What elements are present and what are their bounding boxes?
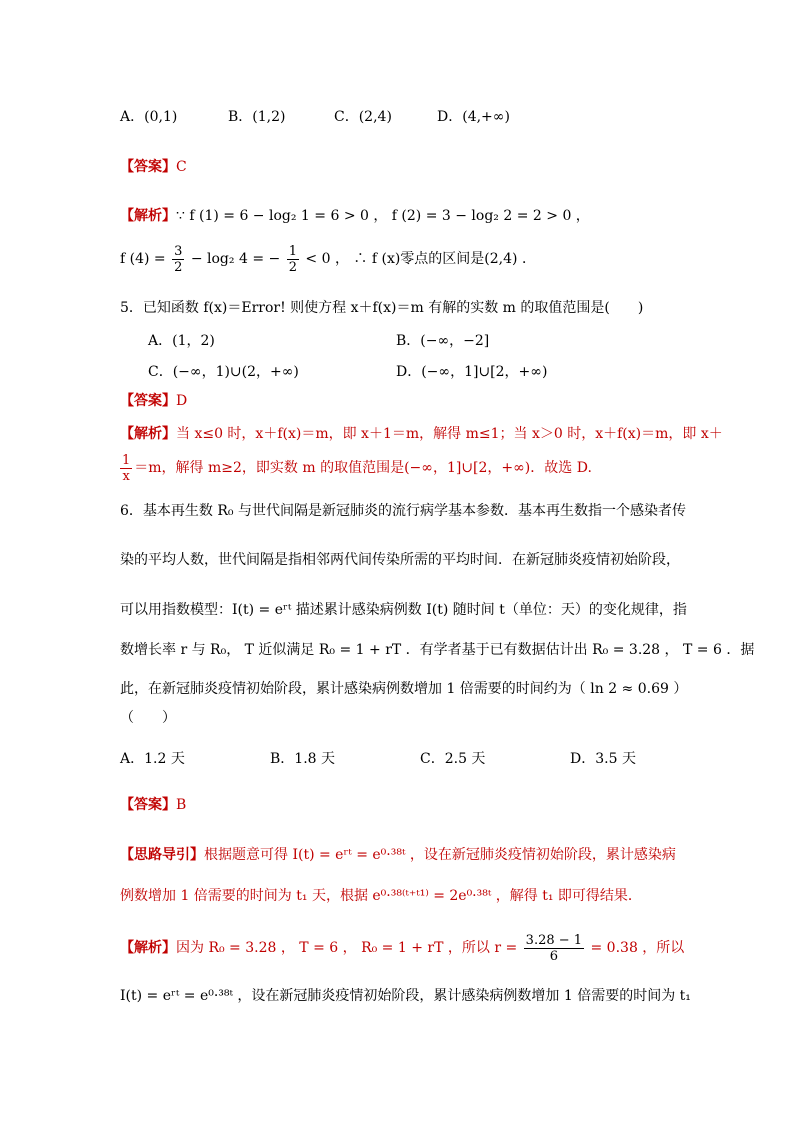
answer-value: D [176, 393, 188, 409]
q5-option-b: B．(−∞，−2] [396, 333, 490, 349]
answer-tag: 【答案】 [120, 797, 176, 813]
answer-tag: 【答案】 [120, 393, 176, 409]
analysis-text: = 0.38 ，所以 [590, 940, 685, 956]
option-text: (0,1) [144, 109, 178, 125]
q5-analysis-line1 [120, 424, 723, 444]
option-letter: C． [334, 109, 359, 125]
q4-option-b [228, 106, 286, 126]
q6-stem-line3: 可以用指数模型：I(t) = eʳᵗ 描述累计感染病例数 I(t) 随时间 t（单位：天）的变化规律，指 [120, 602, 687, 618]
analysis-text: 当 x≤0 时，x＋f(x)＝m，即 x＋1＝m，解得 m≤1；当 x＞0 时，x＋f(x)＝m，即 x＋ [176, 426, 723, 442]
q6-option-d: D．3.5 天 [570, 751, 636, 767]
option-text: (4,+∞) [462, 109, 510, 125]
q6-option-c: C．2.5 天 [420, 751, 486, 767]
fraction [172, 244, 184, 275]
q6-stem-line2: 染的平均人数，世代间隔是指相邻两代间传染所需的平均时间．在新冠肺炎疫情初始阶段， [120, 552, 680, 568]
q6-answer [120, 795, 186, 815]
q5-option-d: D．(−∞，1]∪[2，+∞) [396, 364, 548, 380]
analysis-text: ∵ f (1) = 6 − log₂ 1 = 6 > 0 ， f (2) = 3 − log₂ 2 = 2 > 0 ， [176, 208, 590, 224]
analysis-text: 因为 R₀ = 3.28 ， T = 6 ， R₀ = 1 + rT ，所以 r = [176, 940, 518, 956]
option-letter: B． [228, 109, 253, 125]
q4-option-d [437, 106, 510, 126]
q6-stem-line6: （ ） [120, 710, 176, 726]
q4-analysis-line2 [120, 242, 536, 276]
option-text: (1,2) [252, 109, 286, 125]
q4-option-c [334, 106, 392, 126]
q6-stem-line1: 6．基本再生数 R₀ 与世代间隔是新冠肺炎的流行病学基本参数．基本再生数指一个感染者传 [120, 503, 686, 519]
fraction-denominator: 2 [288, 259, 297, 275]
q5-stem: 5．已知函数 f(x)＝Error! 则使方程 x＋f(x)＝m 有解的实数 m 的取值范围是( ) [120, 300, 644, 316]
q5-answer [120, 391, 187, 411]
q6-analysis-line1 [120, 930, 684, 966]
q4-analysis-line1 [120, 206, 590, 226]
fraction [120, 453, 132, 484]
q6-option-a: A．1.2 天 [120, 751, 185, 767]
analysis-text: ＝m，解得 m≥2，即实数 m 的取值范围是(−∞，1]∪[2，+∞)．故选 D. [134, 460, 592, 476]
option-letter: A． [120, 109, 145, 125]
q4-option-a [120, 106, 177, 126]
q6-option-b: B．1.8 天 [270, 751, 336, 767]
answer-tag: 【答案】 [120, 159, 176, 175]
q6-stem-line4: 数增长率 r 与 R₀， T 近似满足 R₀ = 1 + rT ．有学者基于已有数据估计出 R₀ = 3.28 ， T = 6 ．据 [120, 642, 755, 658]
hint-text: 根据题意可得 I(t) = eʳᵗ = e⁰·³⁸ᵗ ，设在新冠肺炎疫情初始阶段，累计感染病 [204, 847, 676, 863]
q5-option-a: A．(1，2) [148, 333, 215, 349]
q6-stem-line5: 此，在新冠肺炎疫情初始阶段，累计感染病例数增加 1 倍需要的时间约为（ ln 2 ≈ 0.69 ） [120, 681, 688, 697]
answer-value: C [176, 159, 187, 175]
q6-hint-line1 [120, 845, 676, 865]
fraction-numerator: 3 [174, 243, 183, 259]
q6-analysis-line2: I(t) = eʳᵗ = e⁰·³⁸ᵗ ，设在新冠肺炎疫情初始阶段，累计感染病例数增加 1 倍需要的时间为 t₁ [120, 988, 691, 1004]
q5-analysis-line2 [120, 450, 592, 486]
fraction-denominator: 2 [174, 259, 183, 275]
hint-tag: 【思路导引】 [120, 847, 204, 863]
analysis-text: f (4) = [120, 251, 166, 267]
q6-hint-line2: 例数增加 1 倍需要的时间为 t₁ 天，根据 e⁰·³⁸⁽ᵗ⁺ᵗ¹⁾ = 2e⁰·³⁸ᵗ ，解得 t₁ 即可得结果． [120, 888, 642, 904]
analysis-text: < 0 ， ∴ f (x)零点的区间是(2,4) ． [305, 251, 536, 267]
analysis-tag: 【解析】 [120, 426, 176, 442]
q5-option-c: C．(−∞，1)∪(2，+∞) [148, 364, 299, 380]
answer-value: B [176, 797, 187, 813]
analysis-text: − log₂ 4 = − [190, 251, 281, 267]
fraction [524, 933, 584, 964]
option-text: (2,4) [358, 109, 392, 125]
option-letter: D． [437, 109, 463, 125]
fraction [287, 244, 299, 275]
analysis-tag: 【解析】 [120, 208, 176, 224]
fraction-denominator: x [122, 468, 130, 484]
q4-answer [120, 157, 187, 177]
fraction-denominator: 6 [549, 948, 558, 964]
analysis-tag: 【解析】 [120, 940, 176, 956]
fraction-numerator: 3.28 − 1 [525, 932, 583, 948]
fraction-numerator: 1 [288, 243, 297, 259]
fraction-numerator: 1 [122, 452, 131, 468]
